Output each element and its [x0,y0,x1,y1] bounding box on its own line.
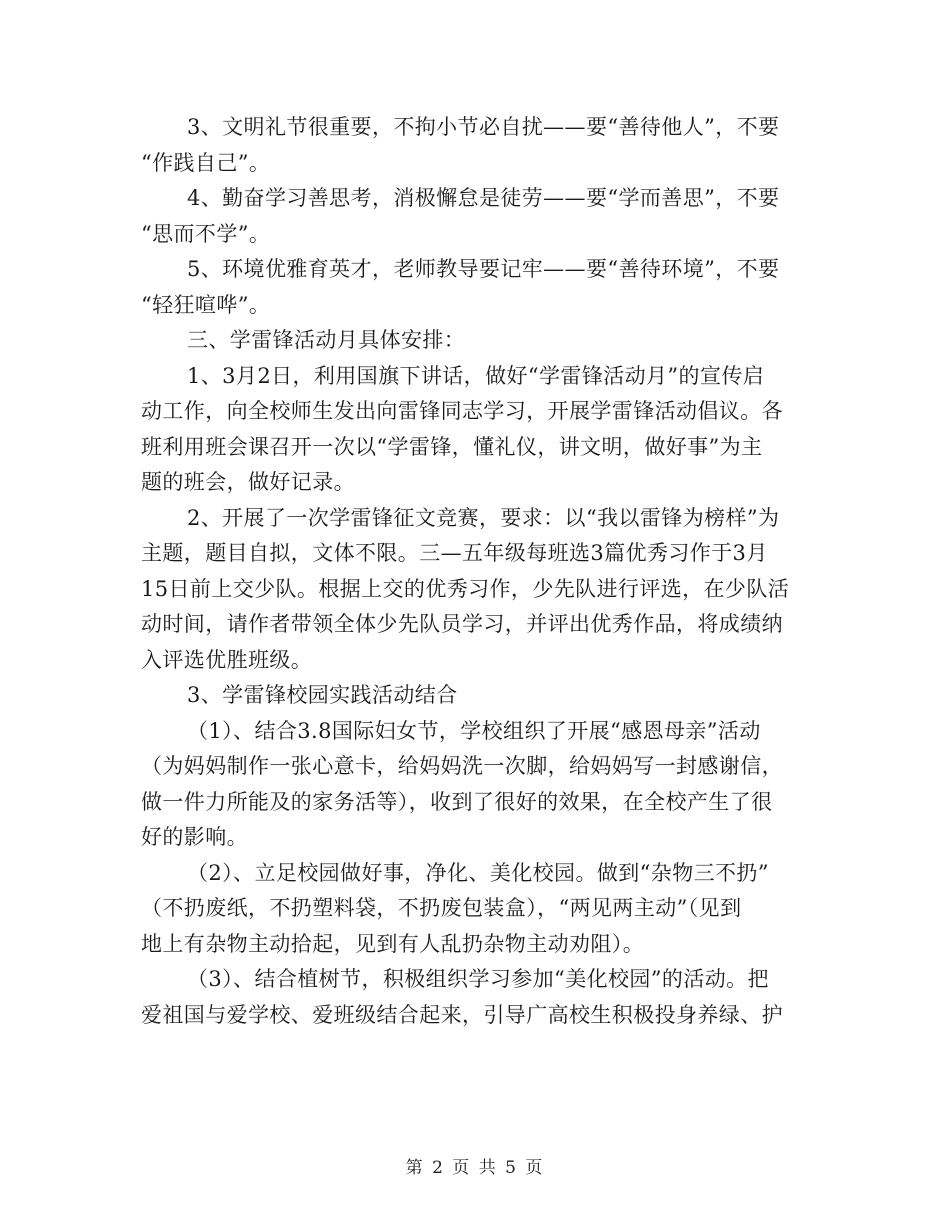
text-line: 2、开展了一次学雷锋征文竞赛，要求：以“我以雷锋为榜样”为 [187,505,780,530]
text-line: 3、学雷锋校园实践活动结合 [187,683,458,707]
text-line: 题的班会，做好记录。 [141,470,355,494]
text-line: 5、环境优雅育英才，老师教导要记牢——要“善待环境”，不要 [187,257,780,281]
text-line: 动时间，请作者带领全体少先队员学习，并评出优秀作品，将成绩纳 [141,612,783,636]
text-line: 15日前上交少队。根据上交的优秀习作，少先队进行评选，在少队活 [141,576,790,601]
text-line: （为妈妈制作一张心意卡，给妈妈洗一次脚，给妈妈写一封感谢信， [141,754,783,778]
page-number: 第 2 页 共 5 页 [405,1158,545,1178]
text-line: 入评选优胜班级。 [141,647,313,672]
text-line: 主题，题目自拟，文体不限。三—五年级每班选3篇优秀习作于3月 [141,541,768,565]
text-line: 1、3月2日，利用国旗下讲话，做好“学雷锋活动月”的宣传启 [187,363,765,388]
text-line: （2）、立足校园做好事，净化、美化校园。做到“杂物三不扔” [187,860,769,885]
text-line: 地上有杂物主动拾起，见到有人乱扔杂物主动劝阻）。 [141,931,645,956]
text-line: “轻狂喧哗”。 [141,292,271,317]
text-line: （1）、结合3.8国际妇女节，学校组织了开展“感恩母亲”活动 [187,718,761,743]
text-line: 爱祖国与爱学校、爱班级结合起来，引导广高校生积极投身养绿、护 [141,1002,783,1027]
text-line: “思而不学”。 [141,221,271,246]
text-line: “作践自己”。 [141,150,271,175]
text-line: 动工作，向全校师生发出向雷锋同志学习，开展学雷锋活动倡议。各 [141,399,783,423]
text-line: 班利用班会课召开一次以“学雷锋，懂礼仪，讲文明，做好事”为主 [141,434,763,459]
text-line: 3、文明礼节很重要，不拘小节必自扰——要“善待他人”，不要 [187,115,780,139]
text-line: 4、勤奋学习善思考，消极懈怠是徒劳——要“学而善思”，不要 [187,186,780,210]
text-line: 好的影响。 [141,825,248,849]
text-line: （不扔废纸，不扔塑料袋，不扔废包装盒），“两见两主动”（见到 [141,896,742,920]
document-body [141,110,809,1033]
text-line: 做一件力所能及的家务活等），收到了很好的效果，在全校产生了很 [141,789,773,814]
text-line: （3）、结合植树节，积极组织学习参加“美化校园”的活动。把 [187,967,769,991]
section-heading: 三、学雷锋活动月具体安排： [187,328,466,352]
